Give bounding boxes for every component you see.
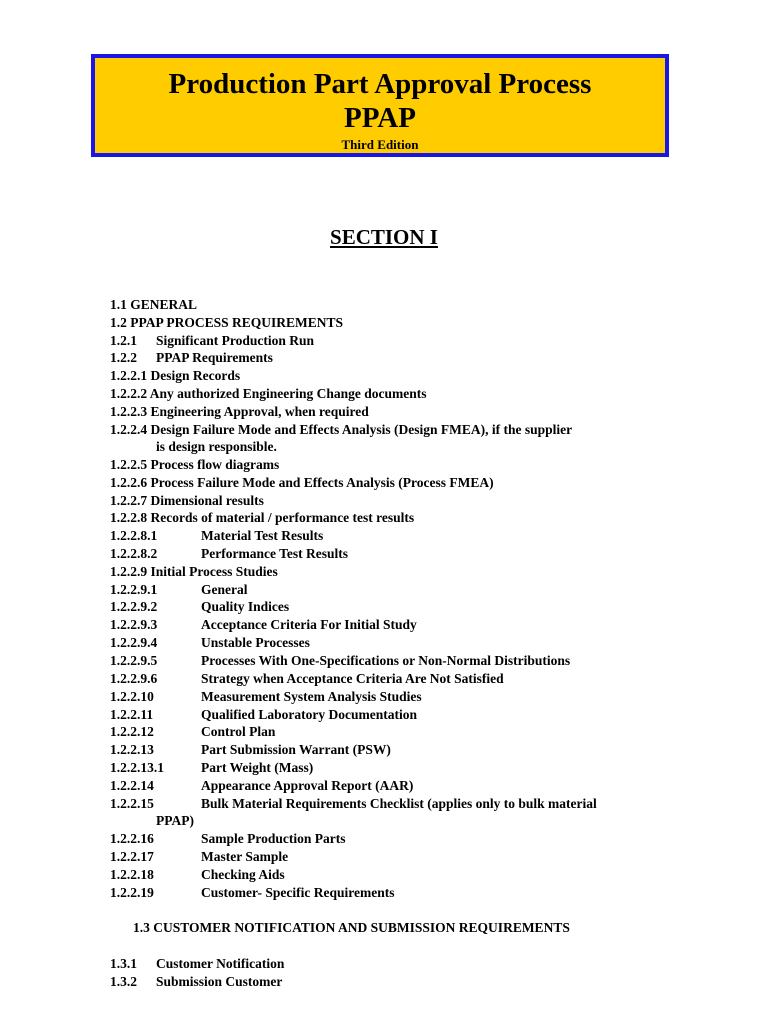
toc-number: 1.2.1 <box>110 333 137 348</box>
toc-title: Appearance Approval Report (AAR) <box>201 778 414 793</box>
toc-item: 1.2.2.4 Design Failure Mode and Effects Analysis (Design FMEA), if the supplier <box>110 422 573 437</box>
toc-number: 1.2.2.11 <box>110 707 154 722</box>
document-title: Production Part Approval Process <box>168 68 592 100</box>
toc-number: 1.2.2.13 <box>110 742 154 757</box>
toc-item: 1.2.2.6 Process Failure Mode and Effects Analysis (Process FMEA) <box>110 475 494 490</box>
toc-number: 1.2.2.18 <box>110 867 154 882</box>
toc-item <box>110 741 391 758</box>
toc-item <box>110 777 413 794</box>
toc-item: 1.2.2.8 Records of material / performance test results <box>110 510 415 525</box>
toc-item <box>110 955 284 972</box>
toc-number: 1.2.2.8.2 <box>110 546 158 561</box>
toc-title: Part Weight (Mass) <box>201 760 314 775</box>
toc-title: Processes With One-Specifications or Non-Normal Distributions <box>201 653 571 668</box>
toc-number: 1.2.2.8.1 <box>110 528 158 543</box>
toc-title: Control Plan <box>201 724 276 739</box>
toc-item <box>110 527 323 544</box>
toc-item <box>110 866 285 883</box>
toc-item <box>110 706 417 723</box>
section-heading: SECTION I <box>330 225 438 249</box>
toc-title: Customer Notification <box>156 956 285 971</box>
toc-item <box>110 652 570 669</box>
toc-item <box>110 973 282 990</box>
toc-number: 1.2.2.10 <box>110 689 154 704</box>
toc-number: 1.3.2 <box>110 974 137 989</box>
toc-number: 1.2.2.9.5 <box>110 653 158 668</box>
toc-item: 1.2.2.5 Process flow diagrams <box>110 457 280 472</box>
toc-item-continuation: is design responsible. <box>156 439 277 454</box>
toc-item: 1.2.2.2 Any authorized Engineering Change documents <box>110 386 427 401</box>
toc-item: 1.1 GENERAL <box>110 297 198 312</box>
toc-item: 1.2.2.3 Engineering Approval, when required <box>110 404 369 419</box>
toc-item <box>110 670 504 687</box>
toc-title: Strategy when Acceptance Criteria Are Not Satisfied <box>201 671 504 686</box>
toc-title: Submission Customer <box>156 974 283 989</box>
toc-item: 1.2.2.9 Initial Process Studies <box>110 564 278 579</box>
toc-item <box>110 688 422 705</box>
toc-title: Sample Production Parts <box>201 831 346 846</box>
toc-number: 1.2.2.9.6 <box>110 671 158 686</box>
toc-item <box>110 759 313 776</box>
toc-title: Material Test Results <box>201 528 324 543</box>
toc-number: 1.2.2.14 <box>110 778 154 793</box>
toc-title: Qualified Laboratory Documentation <box>201 707 417 722</box>
toc-number: 1.2.2.16 <box>110 831 154 846</box>
toc-number: 1.2.2.12 <box>110 724 154 739</box>
toc-item: 1.2.2.1 Design Records <box>110 368 241 383</box>
toc-number: 1.2.2.15 <box>110 796 154 811</box>
toc-item <box>110 581 248 598</box>
toc-title: Customer- Specific Requirements <box>201 885 395 900</box>
toc-title: Bulk Material Requirements Checklist (applies only to bulk material <box>201 796 597 811</box>
toc-item <box>110 848 288 865</box>
toc-item <box>110 349 273 366</box>
toc-item <box>110 598 289 615</box>
toc-title: Significant Production Run <box>156 333 315 348</box>
toc-title: Part Submission Warrant (PSW) <box>201 742 391 757</box>
toc-title: Checking Aids <box>201 867 285 882</box>
toc-item <box>110 830 346 847</box>
toc-item <box>110 795 597 812</box>
toc-number: 1.2.2.9.2 <box>110 599 158 614</box>
toc-number: 1.2.2.19 <box>110 885 154 900</box>
toc-item <box>110 634 310 651</box>
toc-title: Master Sample <box>201 849 289 864</box>
toc-item-continuation: PPAP) <box>156 813 194 828</box>
toc-item <box>110 616 417 633</box>
toc-number: 1.2.2.17 <box>110 849 154 864</box>
toc-title: PPAP Requirements <box>156 350 273 365</box>
toc-item <box>110 884 394 901</box>
toc-title: Quality Indices <box>201 599 290 614</box>
toc-number: 1.2.2.9.3 <box>110 617 158 632</box>
toc-number: 1.2.2.9.4 <box>110 635 158 650</box>
toc-number: 1.2.2.9.1 <box>110 582 158 597</box>
toc-title: Acceptance Criteria For Initial Study <box>201 617 417 632</box>
toc-item <box>110 545 348 562</box>
toc-item: 1.2 PPAP PROCESS REQUIREMENTS <box>110 315 344 330</box>
edition-label: Third Edition <box>341 137 419 152</box>
document-acronym: PPAP <box>344 102 416 134</box>
toc-item <box>110 723 275 740</box>
toc-number: 1.2.2 <box>110 350 137 365</box>
toc-title: Measurement System Analysis Studies <box>201 689 422 704</box>
toc-item: 1.2.2.7 Dimensional results <box>110 493 264 508</box>
toc-title: Performance Test Results <box>201 546 348 561</box>
toc-item: 1.3 CUSTOMER NOTIFICATION AND SUBMISSION REQUIREMENTS <box>133 920 570 935</box>
toc-title: Unstable Processes <box>201 635 310 650</box>
toc-number: 1.3.1 <box>110 956 137 971</box>
toc-title: General <box>201 582 248 597</box>
title-banner <box>91 54 669 157</box>
toc-item <box>110 332 314 349</box>
toc-number: 1.2.2.13.1 <box>110 760 164 775</box>
